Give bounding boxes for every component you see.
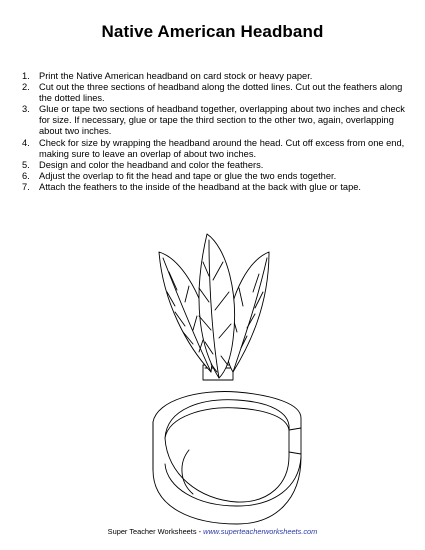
footer-source: Super Teacher Worksheets <box>107 527 197 536</box>
list-item <box>22 82 407 104</box>
step-number: 2. <box>22 82 30 93</box>
step-number: 5. <box>22 159 30 170</box>
footer <box>0 527 425 536</box>
step-text: Adjust the overlap to fit the head and tape or glue the two ends together. <box>39 170 337 181</box>
list-item <box>22 182 407 193</box>
list-item <box>22 171 407 182</box>
step-number: 7. <box>22 181 30 192</box>
step-number: 1. <box>22 71 30 81</box>
step-number: 3. <box>22 104 30 115</box>
step-text: Print the Native American headband on card stock or heavy paper. <box>39 71 313 81</box>
list-item <box>22 138 407 160</box>
instruction-list <box>22 71 407 193</box>
step-text: Design and color the headband and color the feathers. <box>39 159 264 170</box>
headband-ring <box>153 392 301 524</box>
step-text: Cut out the three sections of headband along the dotted lines. Cut out the feathers along the dotted lines. <box>39 82 403 104</box>
footer-url-link[interactable]: www.superteacherworksheets.com <box>203 527 318 536</box>
step-text: Attach the feathers to the inside of the headband at the back with glue or tape. <box>39 181 361 192</box>
footer-separator: - <box>196 527 204 536</box>
step-number: 4. <box>22 137 30 148</box>
step-text: Check for size by wrapping the headband around the head. Cut off excess from one end, making sure to leave an overlap of about two inches. <box>39 137 405 159</box>
step-number: 6. <box>22 170 30 181</box>
list-item <box>22 160 407 171</box>
list-item <box>22 71 407 82</box>
page-title: Native American Headband <box>101 22 324 41</box>
feather-headband-icon <box>145 232 305 527</box>
step-text: Glue or tape two sections of headband together, overlapping about two inches and check for size. If necessary, glue or tape the third section to the other two, again, overlapping about two inches. <box>39 104 405 137</box>
list-item <box>22 104 407 137</box>
